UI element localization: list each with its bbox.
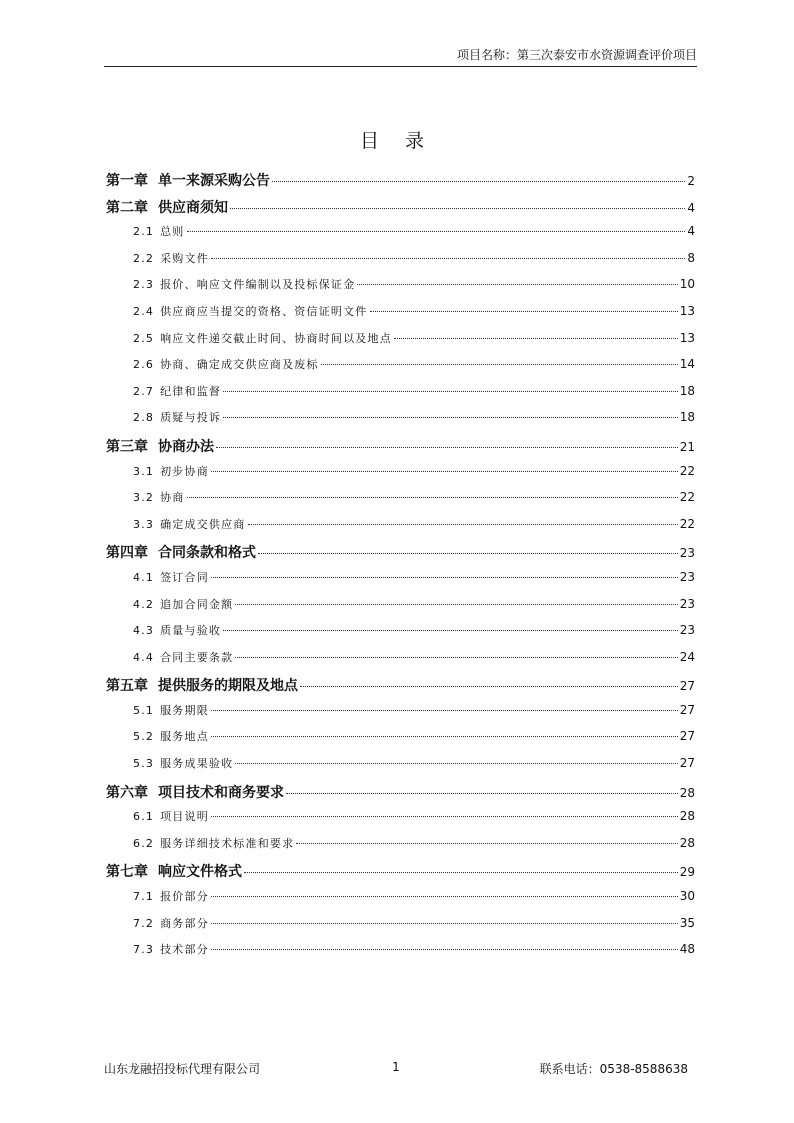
toc-entry-number: 2.5 — [133, 331, 155, 345]
toc-entry-title: 服务详细技术标准和要求 — [160, 836, 295, 850]
toc-entry-title: 供应商应当提交的资格、资信证明文件 — [160, 304, 368, 318]
toc-leader-dots — [235, 763, 677, 764]
toc-entry-number: 第六章 — [106, 784, 148, 801]
table-of-contents — [106, 170, 695, 968]
toc-leader-dots — [216, 447, 678, 448]
toc-entry-title: 报价部分 — [160, 890, 209, 904]
toc-leader-dots — [235, 657, 677, 658]
toc-entry-number: 5.2 — [133, 730, 155, 744]
toc-entry-page: 23 — [679, 596, 695, 611]
toc-entry-title: 商务部分 — [160, 916, 209, 930]
toc-leader-dots — [296, 843, 677, 844]
toc-section-entry[interactable] — [106, 356, 695, 383]
toc-entry-title: 确定成交供应商 — [160, 517, 246, 531]
toc-entry-title: 协商、确定成交供应商及废标 — [160, 358, 319, 372]
toc-entry-number: 4.4 — [133, 650, 155, 664]
toc-entry-page: 27 — [679, 702, 695, 717]
toc-entry-title: 协商 — [160, 491, 185, 505]
toc-section-entry[interactable] — [106, 728, 695, 755]
toc-entry-page: 18 — [679, 383, 695, 398]
toc-section-entry[interactable] — [106, 569, 695, 596]
toc-entry-title: 供应商须知 — [158, 199, 228, 216]
toc-leader-dots — [248, 524, 678, 525]
toc-entry-title: 响应文件递交截止时间、协商时间以及地点 — [160, 331, 392, 345]
toc-entry-title: 签订合同 — [160, 570, 209, 584]
toc-entry-title: 追加合同金额 — [160, 597, 234, 611]
toc-leader-dots — [187, 231, 686, 232]
toc-entry-number: 5.3 — [133, 757, 155, 771]
toc-chapter-entry[interactable] — [106, 170, 695, 197]
toc-entry-page: 18 — [679, 410, 695, 425]
page-header — [104, 46, 697, 67]
toc-section-entry[interactable] — [106, 489, 695, 516]
toc-section-entry[interactable] — [106, 702, 695, 729]
toc-leader-dots — [211, 710, 678, 711]
toc-entry-title: 质量与验收 — [160, 624, 222, 638]
toc-leader-dots — [300, 686, 678, 687]
toc-entry-number: 第一章 — [106, 173, 148, 189]
toc-entry-page: 29 — [679, 865, 695, 880]
toc-section-entry[interactable] — [106, 516, 695, 543]
toc-entry-title: 项目说明 — [160, 810, 209, 824]
toc-leader-dots — [223, 417, 678, 418]
toc-entry-title: 响应文件格式 — [158, 864, 242, 881]
toc-entry-page: 4 — [687, 200, 695, 215]
toc-section-entry[interactable] — [106, 223, 695, 250]
page-number: 1 — [392, 1060, 400, 1074]
toc-leader-dots — [211, 816, 678, 817]
toc-entry-number: 4.2 — [133, 597, 155, 611]
toc-section-entry[interactable] — [106, 330, 695, 357]
toc-entry-page: 22 — [679, 516, 695, 531]
toc-entry-page: 8 — [687, 250, 695, 265]
toc-entry-page: 28 — [679, 809, 695, 824]
toc-section-entry[interactable] — [106, 596, 695, 623]
toc-entry-page: 14 — [679, 357, 695, 372]
toc-entry-title: 质疑与投诉 — [160, 411, 222, 425]
toc-chapter-entry[interactable] — [106, 542, 695, 569]
toc-entry-page: 48 — [679, 942, 695, 957]
contact-phone: 联系电话：0538-8588638 — [539, 1062, 688, 1076]
toc-entry-title: 项目技术和商务要求 — [158, 784, 284, 801]
toc-leader-dots — [211, 471, 678, 472]
toc-leader-dots — [223, 630, 678, 631]
toc-entry-number: 4.3 — [133, 624, 155, 638]
toc-entry-title: 采购文件 — [160, 251, 209, 265]
toc-entry-page: 23 — [679, 569, 695, 584]
company-name: 山东龙融招投标代理有限公司 — [104, 1062, 261, 1076]
toc-title: 目 录 — [359, 130, 435, 152]
toc-leader-dots — [187, 497, 678, 498]
toc-section-entry[interactable] — [106, 463, 695, 490]
toc-entry-page: 13 — [679, 330, 695, 345]
toc-section-entry[interactable] — [106, 755, 695, 782]
toc-entry-page: 28 — [679, 785, 695, 800]
toc-entry-number: 2.1 — [133, 225, 155, 239]
toc-entry-page: 27 — [679, 756, 695, 771]
toc-section-entry[interactable] — [106, 409, 695, 436]
toc-entry-number: 第三章 — [106, 438, 148, 455]
toc-entry-title: 技术部分 — [160, 943, 209, 957]
toc-entry-page: 13 — [679, 303, 695, 318]
toc-entry-page: 22 — [679, 490, 695, 505]
toc-chapter-entry[interactable] — [106, 861, 695, 888]
toc-entry-number: 3.1 — [133, 464, 155, 478]
toc-entry-number: 7.3 — [133, 943, 155, 957]
toc-chapter-entry[interactable] — [106, 675, 695, 702]
toc-entry-page: 35 — [679, 915, 695, 930]
toc-entry-number: 7.2 — [133, 916, 155, 930]
toc-entry-number: 6.2 — [133, 836, 155, 850]
toc-entry-page: 21 — [679, 439, 695, 454]
toc-entry-title: 总则 — [160, 225, 185, 239]
toc-leader-dots — [211, 896, 678, 897]
toc-entry-title: 合同条款和格式 — [158, 545, 256, 562]
toc-section-entry[interactable] — [106, 622, 695, 649]
toc-entry-page: 23 — [679, 623, 695, 638]
toc-leader-dots — [211, 923, 678, 924]
toc-entry-number: 2.7 — [133, 384, 155, 398]
toc-entry-page: 2 — [687, 174, 695, 188]
toc-leader-dots — [211, 949, 678, 950]
toc-section-entry[interactable] — [106, 888, 695, 915]
toc-chapter-entry[interactable] — [106, 436, 695, 463]
toc-leader-dots — [272, 181, 685, 182]
toc-entry-number: 第七章 — [106, 864, 148, 881]
toc-entry-number: 第四章 — [106, 545, 148, 562]
toc-entry-title: 纪律和监督 — [160, 384, 222, 398]
toc-section-entry[interactable] — [106, 649, 695, 676]
toc-section-entry[interactable] — [106, 915, 695, 942]
toc-entry-page: 10 — [679, 277, 695, 292]
project-name: 项目名称：第三次泰安市水资源调查评价项目 — [456, 48, 697, 62]
toc-entry-title: 合同主要条款 — [160, 650, 234, 664]
toc-entry-page: 4 — [687, 224, 695, 239]
toc-entry-number: 6.1 — [133, 810, 155, 824]
toc-entry-title: 服务地点 — [160, 730, 209, 744]
toc-leader-dots — [258, 553, 678, 554]
toc-entry-page: 28 — [679, 835, 695, 850]
toc-entry-title: 服务期限 — [160, 703, 209, 717]
toc-entry-title: 单一来源采购公告 — [158, 173, 270, 189]
toc-leader-dots — [230, 208, 685, 209]
toc-entry-number: 2.3 — [133, 278, 155, 292]
toc-entry-number: 5.1 — [133, 703, 155, 717]
toc-entry-number: 7.1 — [133, 890, 155, 904]
toc-leader-dots — [286, 793, 678, 794]
toc-section-entry[interactable] — [106, 835, 695, 862]
toc-entry-number: 2.8 — [133, 411, 155, 425]
toc-entry-page: 23 — [679, 546, 695, 561]
toc-entry-page: 24 — [679, 649, 695, 664]
toc-entry-title: 报价、响应文件编制以及投标保证金 — [160, 278, 356, 292]
toc-entry-title: 服务成果验收 — [160, 757, 234, 771]
toc-section-entry[interactable] — [106, 808, 695, 835]
toc-leader-dots — [211, 577, 678, 578]
toc-entry-page: 22 — [679, 463, 695, 478]
toc-leader-dots — [223, 391, 678, 392]
toc-section-entry[interactable] — [106, 303, 695, 330]
toc-chapter-entry[interactable] — [106, 782, 695, 809]
toc-leader-dots — [235, 604, 677, 605]
toc-entry-number: 2.6 — [133, 358, 155, 372]
toc-entry-number: 第二章 — [106, 199, 148, 216]
toc-entry-page: 27 — [679, 729, 695, 744]
toc-leader-dots — [321, 364, 678, 365]
toc-entry-title: 初步协商 — [160, 464, 209, 478]
toc-section-entry[interactable] — [106, 250, 695, 277]
toc-leader-dots — [357, 284, 677, 285]
toc-entry-number: 2.4 — [133, 304, 155, 318]
toc-section-entry[interactable] — [106, 941, 695, 968]
toc-leader-dots — [370, 311, 678, 312]
toc-leader-dots — [394, 338, 678, 339]
toc-section-entry[interactable] — [106, 276, 695, 303]
toc-leader-dots — [244, 872, 678, 873]
toc-entry-title: 协商办法 — [158, 438, 214, 455]
toc-entry-page: 27 — [679, 679, 695, 694]
toc-entry-number: 3.2 — [133, 491, 155, 505]
toc-entry-title: 提供服务的期限及地点 — [158, 678, 298, 695]
toc-entry-number: 2.2 — [133, 251, 155, 265]
toc-entry-number: 第五章 — [106, 678, 148, 695]
toc-entry-page: 30 — [679, 889, 695, 904]
toc-entry-number: 4.1 — [133, 570, 155, 584]
toc-section-entry[interactable] — [106, 383, 695, 410]
toc-leader-dots — [211, 258, 685, 259]
toc-chapter-entry[interactable] — [106, 197, 695, 224]
toc-entry-number: 3.3 — [133, 517, 155, 531]
toc-leader-dots — [211, 736, 678, 737]
